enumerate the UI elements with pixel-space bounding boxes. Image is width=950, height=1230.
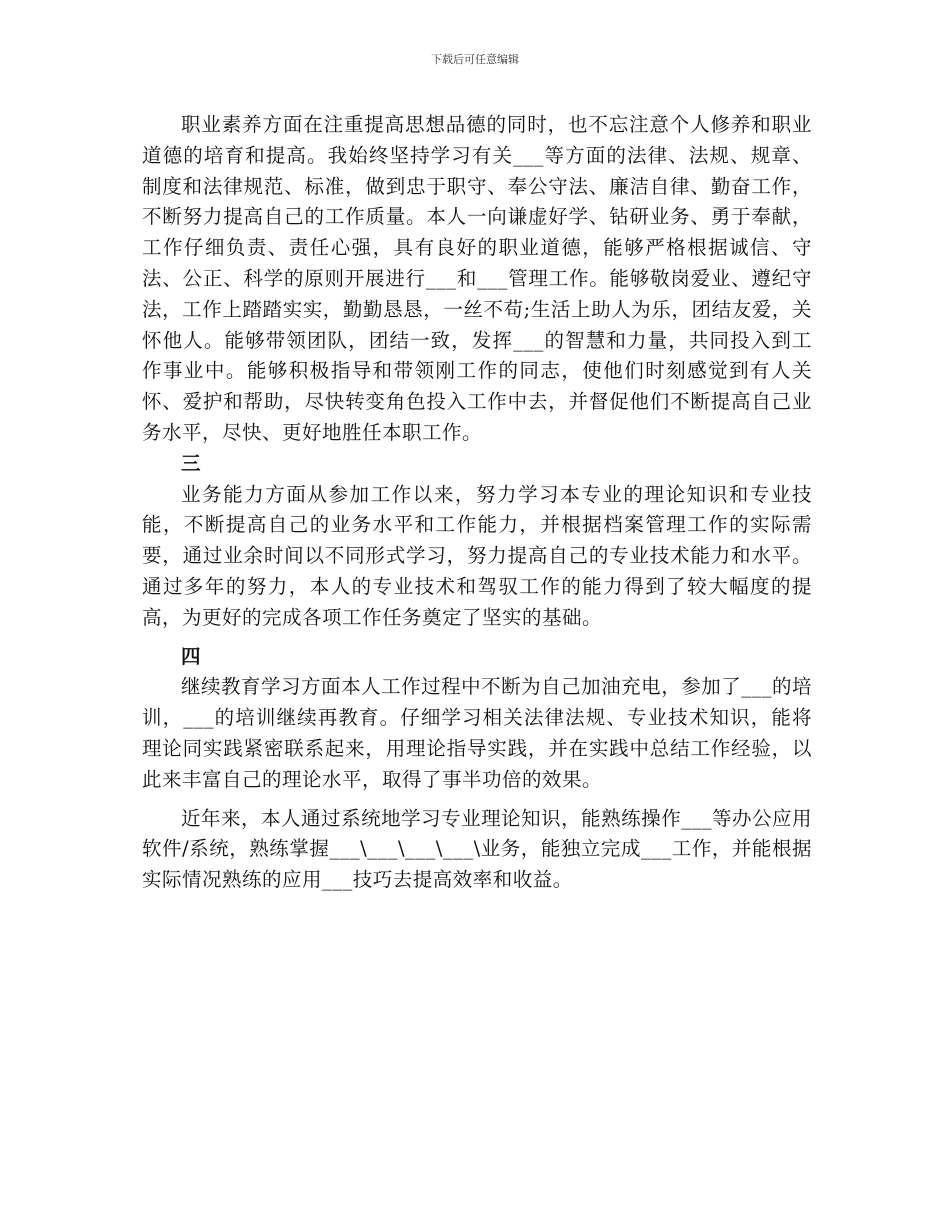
document-body (142, 110, 812, 896)
section-heading-three: 三 (181, 451, 201, 475)
paragraph-professional-quality: 职业素养方面在注重提高思想品德的同时，也不忘注意个人修养和职业道德的培育和提高。我始终坚持学习有关___等方面的法律、法规、规章、制度和法律规范、标准，做到忠于职守、奉公守法、廉洁自律、勤奋工作，不断努力提高自己的工作质量。本人一向谦虚好学、钻研业务、勇于奉献，工作仔细负责、责任心强，具有良好的职业道德，能够严格根据诚信、守法、公正、科学的原则开展进行___和___管理工作。能够敬岗爱业、遵纪守法，工作上踏踏实实，勤勤恳恳，一丝不苟;生活上助人为乐，团结友爱，关怀他人。能够带领团队，团结一致，发挥___的智慧和力量，共同投入到工作事业中。能够积极指导和带领刚工作的同志，使他们时刻感觉到有人关怀、爱护和帮助，尽快转变角色投入工作中去，并督促他们不断提高自己业务水平，尽快、更好地胜任本职工作。 (142, 113, 812, 444)
page-header-note: 下载后可任意编辑 (431, 53, 519, 66)
paragraph-recent-years: 近年来，本人通过系统地学习专业理论知识，能熟练操作___等办公应用软件/系统，熟练掌握___\___\___\___\业务，能独立完成___工作，并能根据实际情况熟练的应用___技巧去提高效率和收益。 (142, 806, 812, 892)
section-heading-four: 四 (181, 644, 201, 668)
paragraph-continuing-education: 继续教育学习方面本人工作过程中不断为自己加油充电，参加了___的培训，___的培训继续再教育。仔细学习相关法律法规、专业技术知识，能将理论同实践紧密联系起来，用理论指导实践，并在实践中总结工作经验，以此来丰富自己的理论水平，取得了事半功倍的效果。 (142, 675, 812, 791)
paragraph-business-ability: 业务能力方面从参加工作以来，努力学习本专业的理论知识和专业技能，不断提高自己的业务水平和工作能力，并根据档案管理工作的实际需要，通过业余时间以不同形式学习，努力提高自己的专业技术能力和水平。通过多年的努力，本人的专业技术和驾驭工作的能力得到了较大幅度的提高，为更好的完成各项工作任务奠定了坚实的基础。 (142, 482, 812, 629)
